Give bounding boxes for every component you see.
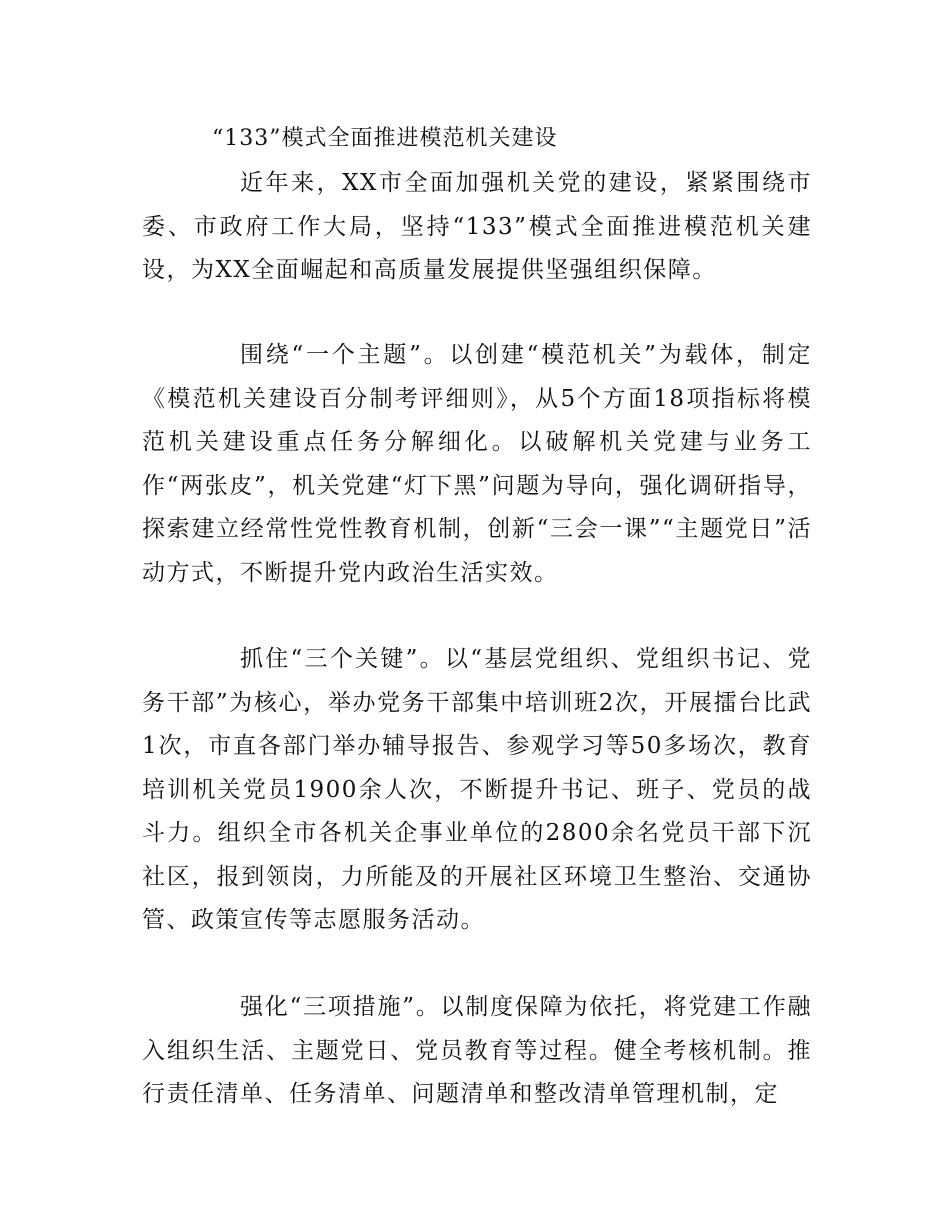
paragraph-intro: 近年来，XX市全面加强机关党的建设，紧紧围绕市委、市政府工作大局，坚持“133”模式全面推进模范机关建设，为XX全面崛起和高质量发展提供坚强组织保障。 xyxy=(142,170,812,283)
paragraph-three-keys: 抓住“三个关键”。以“基层党组织、党组织书记、党务干部”为核心，举办党务干部集中培训班2次，开展擂台比武1次，市直各部门举办辅导报告、参观学习等50多场次，教育培训机关党员1900余人次，不断提升书记、班子、党员的战斗力。组织全市各机关企事业单位的2800余名党员干部下沉社区，报到领岗，力所能及的开展社区环境卫生整治、交通协管、政策宣传等志愿服务活动。 xyxy=(142,646,812,933)
document-title: “133”模式全面推进模范机关建设 xyxy=(212,126,558,151)
paragraph-one-theme: 围绕“一个主题”。以创建“模范机关”为载体，制定《模范机关建设百分制考评细则》，从5个方面18项指标将模范机关建设重点任务分解细化。以破解机关党建与业务工作“两张皮”，机关党建“灯下黑”问题为导向，强化调研指导，探索建立经常性党性教育机制，创新“三会一课”“主题党日”活动方式，不断提升党内政治生活实效。 xyxy=(142,342,812,586)
paragraph-three-measures: 强化“三项措施”。以制度保障为依托，将党建工作融入组织生活、主题党日、党员教育等过程。健全考核机制。推行责任清单、任务清单、问题清单和整改清单管理机制，定 xyxy=(142,994,812,1107)
